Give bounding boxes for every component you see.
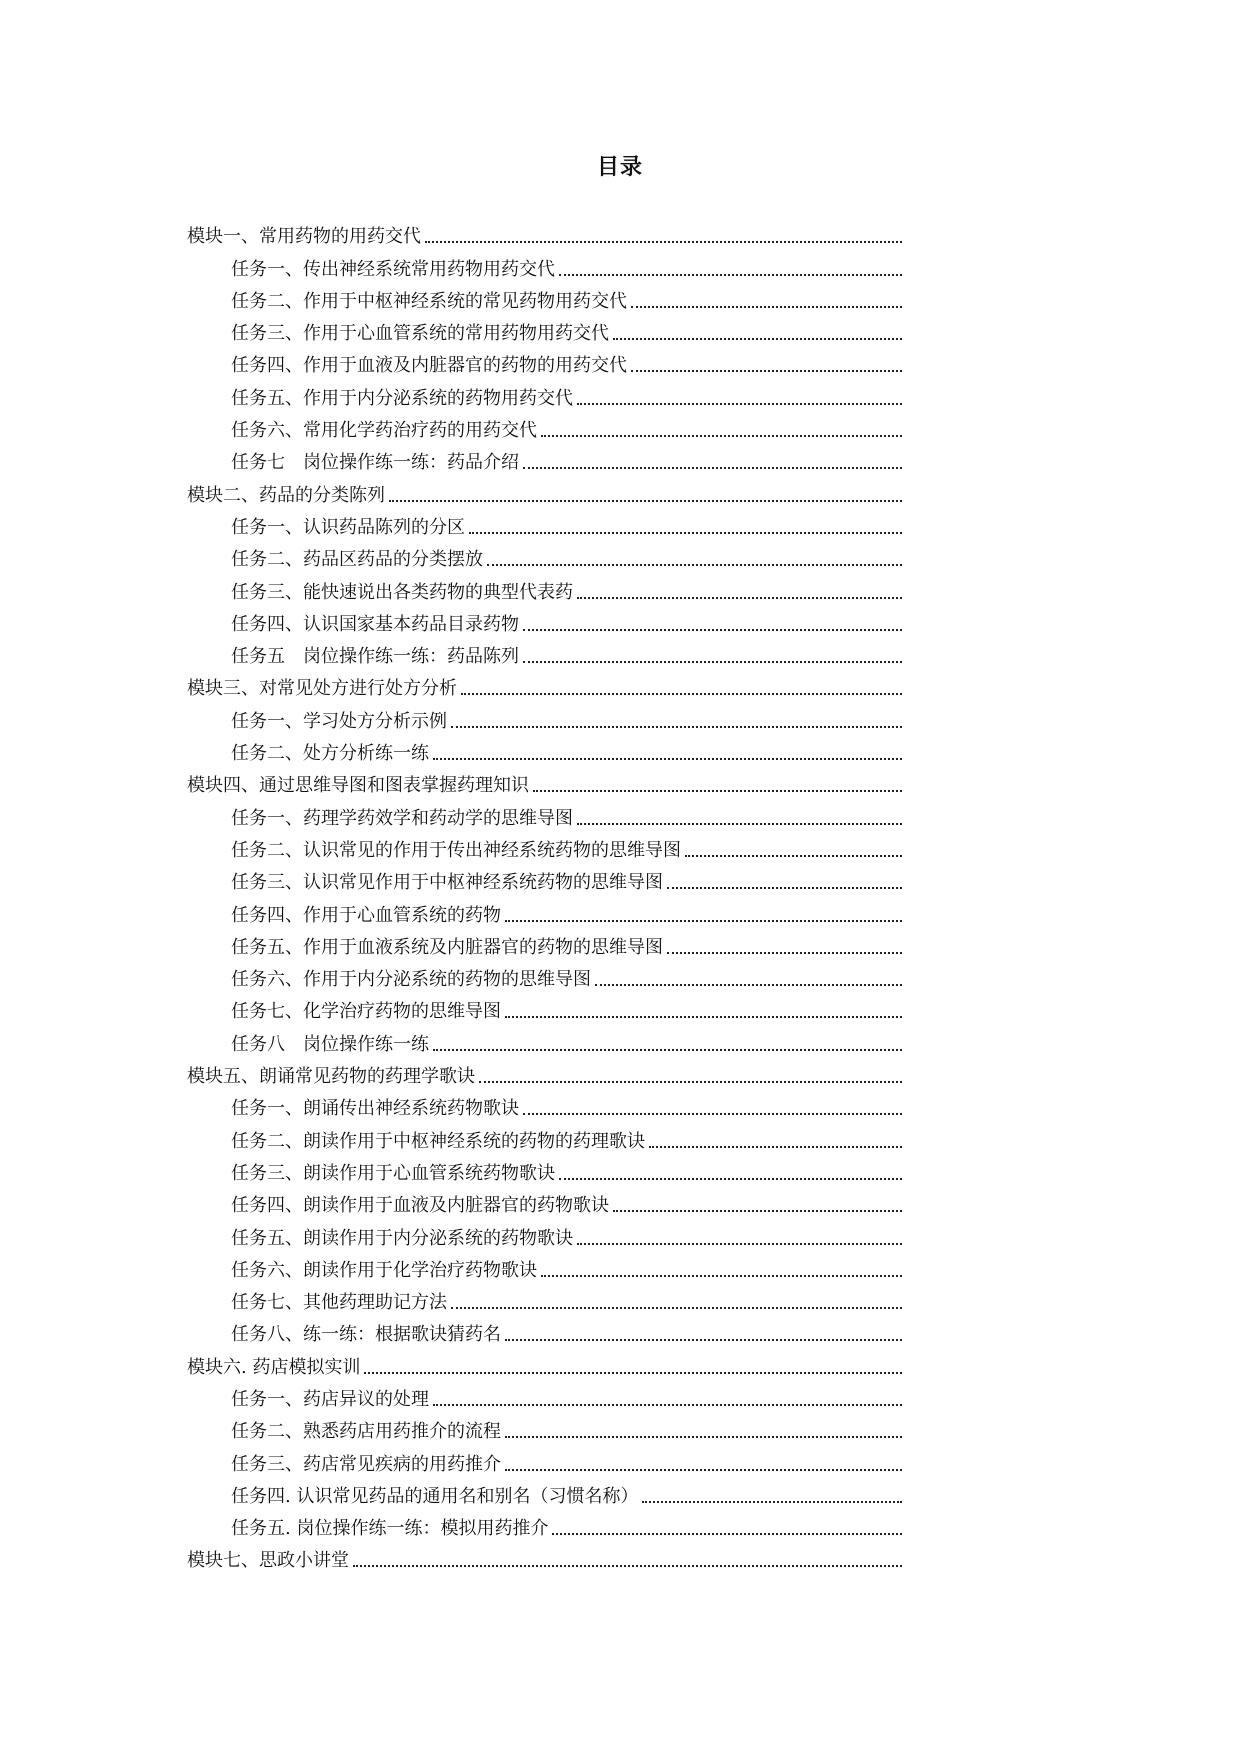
toc-module-entry [187, 1346, 902, 1378]
dot-leader [523, 629, 902, 631]
toc-entry-label: 任务七、其他药理助记方法 [231, 1292, 447, 1314]
toc-entry-label: 任务三、作用于心血管系统的常用药物用药交代 [231, 323, 609, 345]
toc-task-entry [187, 604, 902, 636]
toc-task-entry [187, 733, 902, 765]
dot-leader [487, 564, 902, 566]
dot-leader [364, 1372, 902, 1374]
toc-module-entry [187, 1540, 902, 1572]
toc-task-entry [187, 1508, 902, 1540]
toc-task-entry [187, 1250, 902, 1282]
dot-leader [577, 403, 902, 405]
toc-entry-label: 任务一、学习处方分析示例 [231, 710, 447, 732]
dot-leader [433, 758, 902, 760]
dot-leader [505, 1469, 902, 1471]
dot-leader [479, 1081, 902, 1083]
toc-entry-label: 模块五、朗诵常见药物的药理学歌诀 [187, 1066, 475, 1088]
toc-entry-label: 任务一、传出神经系统常用药物用药交代 [231, 258, 555, 280]
dot-leader [649, 1146, 902, 1148]
toc-entry-label: 任务一、药店异议的处理 [231, 1388, 429, 1410]
toc-entry-label: 任务五. 岗位操作练一练：模拟用药推介 [231, 1518, 549, 1540]
toc-entry-label: 任务八、练一练：根据歌诀猜药名 [231, 1324, 501, 1346]
dot-leader [451, 726, 902, 728]
toc-entry-label: 任务六、朗读作用于化学治疗药物歌诀 [231, 1259, 537, 1281]
toc-task-entry [187, 1282, 902, 1314]
dot-leader [577, 823, 902, 825]
toc-entry-label: 任务二、认识常见的作用于传出神经系统药物的思维导图 [231, 839, 681, 861]
dot-leader [541, 1275, 902, 1277]
toc-entry-label: 模块三、对常见处方进行处方分析 [187, 678, 457, 700]
dot-leader [451, 1307, 902, 1309]
dot-leader [631, 370, 902, 372]
toc-entry-label: 任务四、作用于心血管系统的药物 [231, 904, 501, 926]
dot-leader [505, 920, 902, 922]
toc-task-entry [187, 991, 902, 1023]
dot-leader [667, 952, 902, 954]
toc-entry-label: 任务八 岗位操作练一练 [231, 1033, 429, 1055]
toc-task-entry [187, 571, 902, 603]
toc-task-entry [187, 636, 902, 668]
toc-task-entry [187, 1023, 902, 1055]
toc-task-entry [187, 1120, 902, 1152]
toc-task-entry [187, 410, 902, 442]
toc-task-entry [187, 248, 902, 280]
toc-task-entry [187, 959, 902, 991]
toc-module-entry [187, 765, 902, 797]
toc-task-entry [187, 1314, 902, 1346]
toc-entry-label: 任务一、朗诵传出神经系统药物歌诀 [231, 1098, 519, 1120]
dot-leader [389, 500, 902, 502]
toc-task-entry [187, 442, 902, 474]
dot-leader [523, 661, 902, 663]
toc-entry-label: 任务三、药店常见疾病的用药推介 [231, 1453, 501, 1475]
dot-leader [461, 693, 902, 695]
dot-leader [469, 532, 902, 534]
dot-leader [577, 597, 902, 599]
toc-task-entry [187, 345, 902, 377]
toc-entry-label: 任务五、作用于血液系统及内脏器官的药物的思维导图 [231, 936, 663, 958]
dot-leader [685, 855, 902, 857]
toc-entry-label: 模块七、思政小讲堂 [187, 1550, 349, 1572]
toc-entry-label: 任务一、药理学药效学和药动学的思维导图 [231, 807, 573, 829]
dot-leader [552, 1533, 902, 1535]
dot-leader [433, 1404, 902, 1406]
dot-leader [505, 1016, 902, 1018]
page-title: 目录 [596, 155, 643, 180]
toc-task-entry [187, 830, 902, 862]
toc-task-entry [187, 1185, 902, 1217]
dot-leader [559, 1178, 902, 1180]
dot-leader [523, 1113, 902, 1115]
dot-leader [433, 1049, 902, 1051]
dot-leader [541, 435, 902, 437]
dot-leader [559, 274, 902, 276]
toc-task-entry [187, 507, 902, 539]
dot-leader [523, 467, 902, 469]
toc-task-entry [187, 313, 902, 345]
toc-entry-label: 任务二、处方分析练一练 [231, 743, 429, 765]
dot-leader [353, 1565, 902, 1567]
toc-task-entry [187, 1476, 902, 1508]
toc-entry-label: 任务五 岗位操作练一练：药品陈列 [231, 646, 519, 668]
toc-entry-label: 任务三、认识常见作用于中枢神经系统药物的思维导图 [231, 872, 663, 894]
toc-entry-label: 任务一、认识药品陈列的分区 [231, 516, 465, 538]
toc-entry-label: 任务三、能快速说出各类药物的典型代表药 [231, 581, 573, 603]
toc-task-entry [187, 797, 902, 829]
dot-leader [631, 306, 902, 308]
toc-entry-label: 模块一、常用药物的用药交代 [187, 226, 421, 248]
dot-leader [577, 1243, 902, 1245]
toc-task-entry [187, 700, 902, 732]
toc-entry-label: 任务三、朗读作用于心血管系统药物歌诀 [231, 1162, 555, 1184]
toc-entry-label: 任务二、作用于中枢神经系统的常见药物用药交代 [231, 290, 627, 312]
toc-entry-label: 任务四. 认识常见药品的通用名和别名（习惯名称） [231, 1485, 639, 1507]
toc-task-entry [187, 894, 902, 926]
table-of-contents [187, 216, 902, 1572]
toc-entry-label: 任务六、常用化学药治疗药的用药交代 [231, 420, 537, 442]
toc-task-entry [187, 1217, 902, 1249]
toc-task-entry [187, 1379, 902, 1411]
toc-entry-label: 任务七、化学治疗药物的思维导图 [231, 1001, 501, 1023]
toc-module-entry [187, 668, 902, 700]
toc-task-entry [187, 281, 902, 313]
toc-entry-label: 任务五、朗读作用于内分泌系统的药物歌诀 [231, 1227, 573, 1249]
toc-entry-label: 模块六. 药店模拟实训 [187, 1356, 361, 1378]
dot-leader [595, 984, 902, 986]
dot-leader [613, 338, 902, 340]
toc-entry-label: 任务六、作用于内分泌系统的药物的思维导图 [231, 969, 591, 991]
dot-leader [505, 1339, 902, 1341]
toc-entry-label: 模块二、药品的分类陈列 [187, 484, 385, 506]
toc-module-entry [187, 474, 902, 506]
dot-leader [533, 790, 902, 792]
toc-task-entry [187, 377, 902, 409]
toc-task-entry [187, 1088, 902, 1120]
toc-task-entry [187, 862, 902, 894]
toc-entry-label: 任务四、认识国家基本药品目录药物 [231, 613, 519, 635]
toc-entry-label: 任务七 岗位操作练一练：药品介绍 [231, 452, 519, 474]
toc-task-entry [187, 1443, 902, 1475]
toc-entry-label: 任务二、朗读作用于中枢神经系统的药物的药理歌诀 [231, 1130, 645, 1152]
toc-entry-label: 任务四、作用于血液及内脏器官的药物的用药交代 [231, 355, 627, 377]
toc-task-entry [187, 539, 902, 571]
toc-entry-label: 模块四、通过思维导图和图表掌握药理知识 [187, 775, 529, 797]
dot-leader [667, 887, 902, 889]
toc-task-entry [187, 1411, 902, 1443]
toc-entry-label: 任务五、作用于内分泌系统的药物用药交代 [231, 387, 573, 409]
toc-module-entry [187, 216, 902, 248]
dot-leader [613, 1210, 902, 1212]
dot-leader [505, 1436, 902, 1438]
toc-entry-label: 任务二、药品区药品的分类摆放 [231, 549, 483, 571]
dot-leader [642, 1501, 902, 1503]
toc-task-entry [187, 1153, 902, 1185]
dot-leader [425, 241, 902, 243]
toc-task-entry [187, 927, 902, 959]
toc-module-entry [187, 1056, 902, 1088]
toc-entry-label: 任务二、熟悉药店用药推介的流程 [231, 1421, 501, 1443]
toc-entry-label: 任务四、朗读作用于血液及内脏器官的药物歌诀 [231, 1195, 609, 1217]
